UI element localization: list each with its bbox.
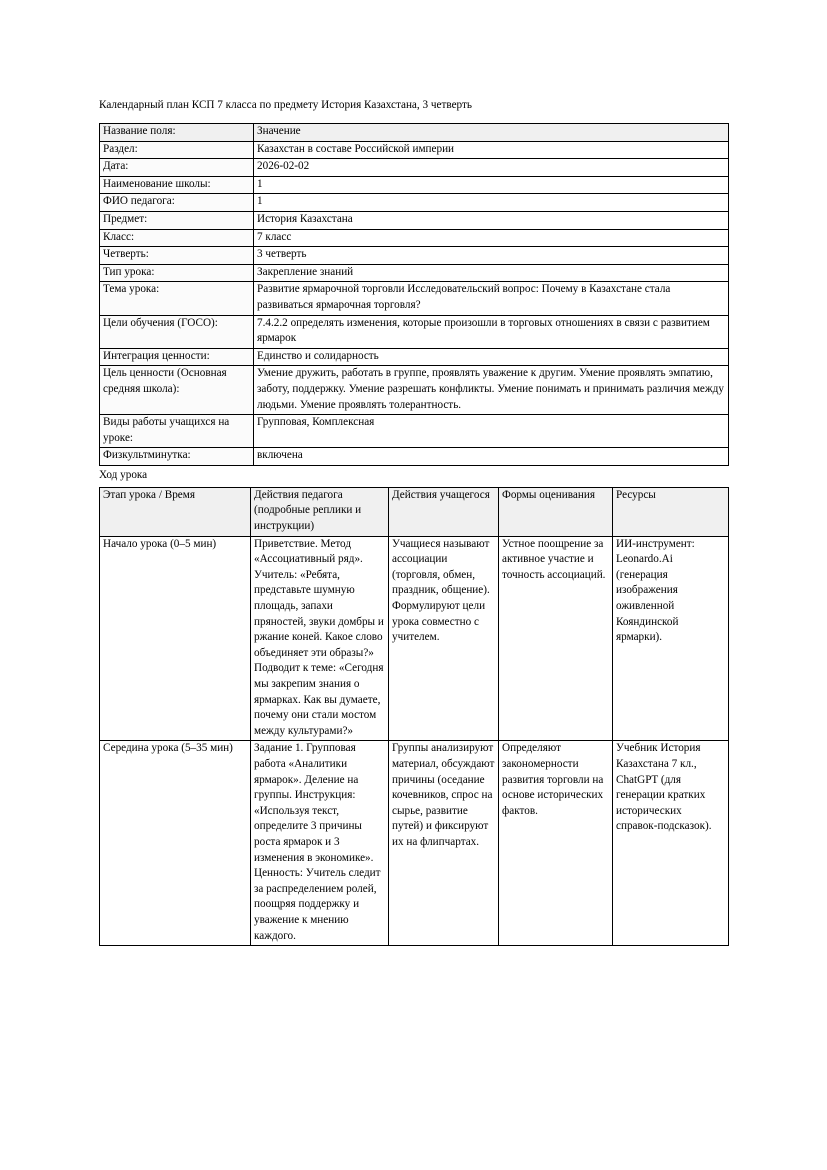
row-label: Предмет: xyxy=(100,211,254,229)
row-label: Четверть: xyxy=(100,247,254,265)
lesson-flow-table xyxy=(99,487,729,946)
table-row xyxy=(100,348,729,366)
row-label: Цель ценности (Основная средняя школа): xyxy=(100,366,254,415)
row-value: 1 xyxy=(254,176,729,194)
table-row xyxy=(100,247,729,265)
document-content xyxy=(99,98,728,946)
row-value: 3 четверть xyxy=(254,247,729,265)
row-label: Дата: xyxy=(100,159,254,177)
row-label: Физкультминутка: xyxy=(100,448,254,466)
row-value: включена xyxy=(254,448,729,466)
row-value: Умение дружить, работать в группе, проявлять уважение к другим. Умение проявлять эмпатию, заботу, поддержку. Умение разрешать конфликты. Умение понимать и принимать различия между людьми. Умение проявлять толерантность. xyxy=(254,366,729,415)
header-cell-field: Название поля: xyxy=(100,124,254,142)
cell-resources: Учебник История Казахстана 7 кл., ChatGPT (для генерации кратких исторических справок-подсказок). xyxy=(613,741,729,946)
table-row xyxy=(100,536,729,741)
table-row xyxy=(100,229,729,247)
table-row xyxy=(100,141,729,159)
cell-student-actions: Группы анализируют материал, обсуждают причины (оседание кочевников, спрос на сырье, развитие путей) и фиксируют их на флипчартах. xyxy=(389,741,499,946)
row-label: Виды работы учащихся на уроке: xyxy=(100,415,254,448)
row-label: Наименование школы: xyxy=(100,176,254,194)
row-label: Тип урока: xyxy=(100,264,254,282)
row-label: Цели обучения (ГОСО): xyxy=(100,315,254,348)
cell-student-actions: Учащиеся называют ассоциации (торговля, обмен, праздник, общение). Формулируют цели урока совместно с учителем. xyxy=(389,536,499,741)
row-value: История Казахстана xyxy=(254,211,729,229)
table-row xyxy=(100,159,729,177)
table-row xyxy=(100,448,729,466)
section-caption-lesson-flow: Ход урока xyxy=(99,468,148,481)
header-cell-student-actions: Действия учащегося xyxy=(389,487,499,536)
header-cell-stage: Этап урока / Время xyxy=(100,487,251,536)
row-label: Класс: xyxy=(100,229,254,247)
table-row xyxy=(100,366,729,415)
cell-stage: Начало урока (0–5 мин) xyxy=(100,536,251,741)
lesson-info-table xyxy=(99,123,729,466)
cell-resources: ИИ-инструмент: Leonardo.Ai (генерация изображения оживленной Кояндинской ярмарки). xyxy=(613,536,729,741)
row-value: Групповая, Комплексная xyxy=(254,415,729,448)
row-label: Раздел: xyxy=(100,141,254,159)
header-cell-assessment-forms: Формы оценивания xyxy=(499,487,613,536)
table-row xyxy=(100,315,729,348)
row-value: 2026-02-02 xyxy=(254,159,729,177)
row-label: Тема урока: xyxy=(100,282,254,315)
table-row xyxy=(100,264,729,282)
table-row xyxy=(100,415,729,448)
row-value: Закрепление знаний xyxy=(254,264,729,282)
header-cell-teacher-actions: Действия педагога (подробные реплики и инструкции) xyxy=(251,487,389,536)
row-value: 1 xyxy=(254,194,729,212)
table-header-row xyxy=(100,124,729,142)
row-value: 7 класс xyxy=(254,229,729,247)
cell-stage: Середина урока (5–35 мин) xyxy=(100,741,251,946)
row-value: Казахстан в составе Российской империи xyxy=(254,141,729,159)
header-cell-resources: Ресурсы xyxy=(613,487,729,536)
table-row xyxy=(100,282,729,315)
cell-teacher-actions: Приветствие. Метод «Ассоциативный ряд». Учитель: «Ребята, представьте шумную площадь, запахи пряностей, звуки домбры и ржание коней. Какое слово объединяет эти образы?» Подводит к теме: «Сегодня мы закрепим знания о ярмарках. Как вы думаете, почему они стали мостом между культурами?» xyxy=(251,536,389,741)
row-value: 7.4.2.2 определять изменения, которые произошли в торговых отношениях в связи с развитием ярмарок xyxy=(254,315,729,348)
row-value: Развитие ярмарочной торговли Исследовательский вопрос: Почему в Казахстане стала развиваться ярмарочная торговля? xyxy=(254,282,729,315)
table-row xyxy=(100,176,729,194)
cell-assessment-forms: Устное поощрение за активное участие и точность ассоциаций. xyxy=(499,536,613,741)
table-row xyxy=(100,741,729,946)
page-title: Календарный план КСП 7 класса по предмету История Казахстана, 3 четверть xyxy=(99,99,472,111)
cell-assessment-forms: Определяют закономерности развития торговли на основе исторических фактов. xyxy=(499,741,613,946)
table-row xyxy=(100,211,729,229)
table-header-row xyxy=(100,487,729,536)
row-label: Интеграция ценности: xyxy=(100,348,254,366)
table-row xyxy=(100,194,729,212)
cell-teacher-actions: Задание 1. Групповая работа «Аналитики ярмарок». Деление на группы. Инструкция: «Используя текст, определите 3 причины роста ярмарок и 3 изменения в экономике». Ценность: Учитель следит за распределением ролей, поощряя поддержку и уважение к мнению каждого. xyxy=(251,741,389,946)
row-value: Единство и солидарность xyxy=(254,348,729,366)
header-cell-value: Значение xyxy=(254,124,729,142)
row-label: ФИО педагога: xyxy=(100,194,254,212)
